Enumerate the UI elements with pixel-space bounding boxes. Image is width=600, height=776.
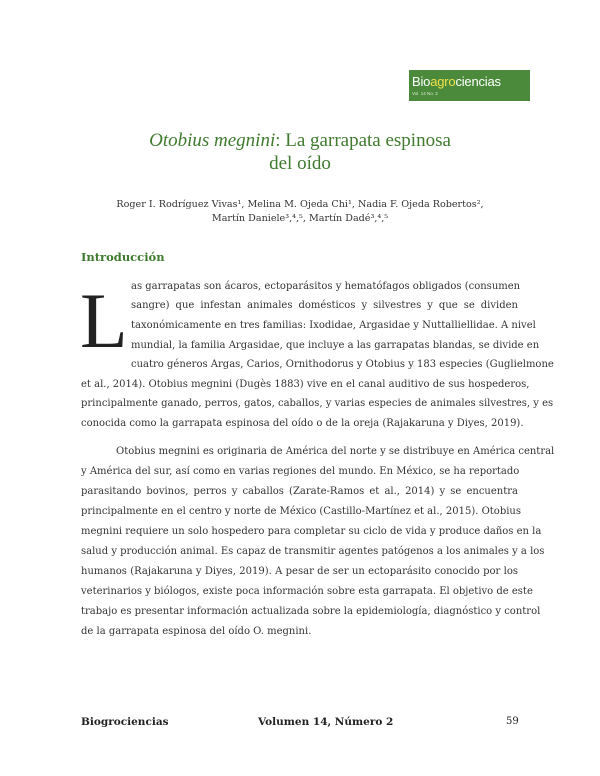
page-number: 59 [506,716,519,727]
p2-line: humanos (Rajakaruna y Diyes, 2019). A pesar de ser un ectoparásito conocido por los [81,566,518,577]
p2-line: veterinarios y biólogos, existe poca información sobre esta garrapata. El objetivo de este [81,586,533,597]
title-line2: del oído [269,153,331,174]
p2-line: trabajo es presentar información actualizada sobre la epidemiología, diagnóstico y control [81,606,541,617]
p1-line: as garrapatas son ácaros, ectoparásitos y hematófagos obligados (consumen [131,281,521,292]
logo-wordmark: Bioagrociencias [412,74,501,89]
logo-subtitle: Vol. 14 No. 2 [412,91,438,96]
title-rest: : La garrapata espinosa [275,130,451,151]
drop-cap: L [80,277,128,364]
p2-line: Otobius megnini es originaria de América del norte y se distribuye en América central [116,446,555,457]
authors-line-1: Roger I. Rodríguez Vivas¹, Melina M. Ojeda Chi¹, Nadia F. Ojeda Robertos², [116,199,484,210]
p1-line: taxonómicamente en tres familias: Ixodidae, Argasidae y Nuttalliellidae. A nivel [131,320,536,331]
p1-line: mundial, la familia Argasidae, que incluye a las garrapatas blandas, se divide en [131,340,540,351]
p2-line: y América del sur, así como en varias regiones del mundo. En México, se ha reportado [81,466,520,477]
p2-line: salud y producción animal. Es capaz de transmitir agentes patógenos a los animales y a los [81,546,545,557]
author-list [90,198,510,226]
article-title [90,129,510,175]
p2-line: parasitando bovinos, perros y caballos (Zarate-Ramos et al., 2014) y se encuentra [81,486,518,497]
p1-line: et al., 2014). Otobius megnini (Dugès 1883) vive en el canal auditivo de sus hospederos, [81,379,530,390]
authors-line-2: Martín Daniele³,⁴,⁵, Martín Dadé³,⁴,⁵ [211,213,389,224]
p1-line: conocida como la garrapata espinosa del oído o de la oreja (Rajakaruna y Diyes, 2019). [81,418,524,429]
p2-line: de la garrapata espinosa del oído O. megnini. [81,626,312,637]
journal-logo [409,70,530,101]
footer-volume: Volumen 14, Número 2 [258,716,394,728]
p1-line: cuatro géneros Argas, Carios, Ornithodorus y Otobius y 183 especies (Guglielmone [131,359,554,370]
title-species: Otobius megnini [149,130,276,151]
footer-journal: Biogrociencias [81,716,169,728]
p1-line: sangre) que infestan animales domésticos y silvestres y que se dividen [131,300,518,311]
p2-line: principalmente en el centro y norte de México (Castillo-Martínez et al., 2015). Otobius [81,506,521,517]
section-heading: Introducción [81,250,165,264]
p2-line: megnini requiere un solo hospedero para completar su ciclo de vida y produce daños en la [81,526,542,537]
p1-line: principalmente ganado, perros, gatos, caballos, y varias especies de animales silvestres, y es [81,398,554,409]
